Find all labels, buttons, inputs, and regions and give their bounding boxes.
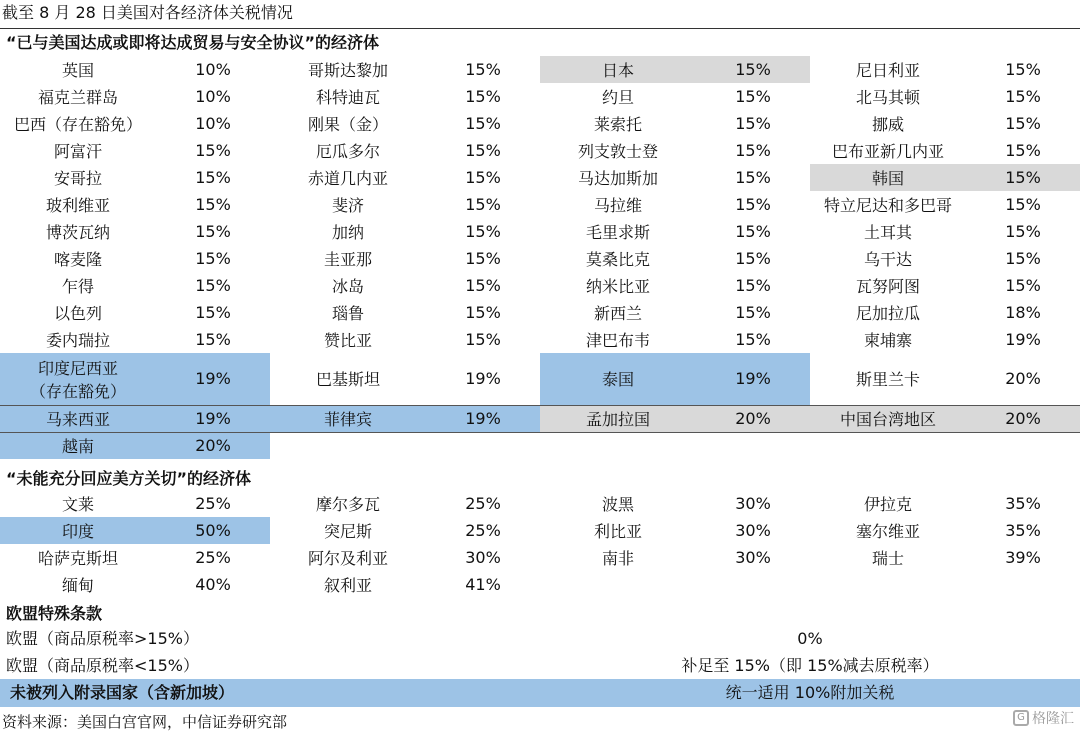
country-cell: 尼加拉瓜 (855, 304, 920, 323)
tariff-cell: 15% (735, 195, 771, 214)
tariff-cell (696, 571, 810, 598)
section3-heading: 欧盟特殊条款 (6, 604, 103, 623)
country-cell: 日本 (540, 56, 696, 83)
country-cell: 摩尔多瓦 (315, 495, 380, 514)
country-cell: 纳米比亚 (585, 277, 650, 296)
table-row (0, 110, 1080, 137)
tariff-cell: 15% (465, 114, 501, 133)
tariff-cell: 30% (465, 548, 501, 567)
table-row (0, 272, 1080, 299)
country-cell: 印度 (0, 517, 156, 544)
tariff-cell: 15% (1005, 222, 1041, 241)
country-cell (540, 571, 696, 598)
tariff-cell: 15% (1005, 60, 1041, 79)
country-cell: 特立尼达和多巴哥 (823, 196, 952, 215)
country-cell: 圭亚那 (323, 250, 372, 269)
tariff-cell: 50% (156, 517, 270, 544)
country-cell: 巴布亚新几内亚 (831, 142, 944, 161)
tariff-cell: 19% (1005, 330, 1041, 349)
unlisted-countries-row (0, 679, 1080, 707)
tariff-cell: 15% (1005, 114, 1041, 133)
table-row (0, 405, 1080, 432)
table-row (0, 137, 1080, 164)
country-cell: 赤道几内亚 (307, 169, 388, 188)
country-cell: 利比亚 (593, 522, 642, 541)
country-cell: 津巴布韦 (585, 331, 650, 350)
country-cell: 刚果（金） (307, 115, 388, 134)
eu-row-high (0, 625, 1080, 652)
tariff-cell: 15% (465, 168, 501, 187)
tariff-cell (426, 432, 540, 459)
tariff-cell: 35% (1005, 494, 1041, 513)
country-cell: 莫桑比克 (585, 250, 650, 269)
country-cell: 委内瑞拉 (45, 331, 110, 350)
tariff-cell: 30% (735, 494, 771, 513)
tariff-cell: 15% (195, 195, 231, 214)
tariff-cell: 15% (1005, 276, 1041, 295)
tariff-cell: 15% (465, 87, 501, 106)
eu-row-label: 欧盟（商品原税率>15%） (6, 629, 199, 648)
country-cell: 约旦 (601, 88, 634, 107)
country-cell: 北马其顿 (855, 88, 920, 107)
country-cell: 瓦努阿图 (855, 277, 920, 296)
unlisted-value: 统一适用 10%附加关税 (725, 683, 895, 702)
country-cell: 喀麦隆 (53, 250, 102, 269)
country-cell (810, 571, 966, 598)
country-cell: 巴基斯坦 (315, 370, 380, 390)
table-row (0, 432, 1080, 459)
country-cell: 玻利维亚 (45, 196, 110, 215)
country-cell: 塞尔维亚 (855, 522, 920, 541)
country-cell: 柬埔寨 (863, 331, 912, 350)
country-cell: 乍得 (61, 277, 94, 296)
tariff-cell: 15% (735, 276, 771, 295)
country-cell: 哥斯达黎加 (307, 61, 388, 80)
country-cell: 莱索托 (593, 115, 642, 134)
country-cell (810, 432, 966, 459)
country-cell: 瑞士 (871, 549, 904, 568)
tariff-cell: 20% (696, 405, 810, 432)
section1-table (0, 56, 1080, 459)
brand-logo-icon: G (1013, 710, 1029, 726)
section1-heading: “已与美国达成或即将达成贸易与安全协议”的经济体 (6, 33, 380, 52)
country-cell: 缅甸 (61, 576, 94, 595)
country-cell: 孟加拉国 (540, 405, 696, 432)
tariff-cell (696, 432, 810, 459)
tariff-cell: 15% (735, 87, 771, 106)
unlisted-label: 未被列入附录国家（含新加坡） (10, 683, 235, 702)
table-row (0, 299, 1080, 326)
tariff-cell: 10% (195, 60, 231, 79)
tariff-cell: 15% (1005, 141, 1041, 160)
table-row (0, 517, 1080, 544)
tariff-cell: 15% (195, 330, 231, 349)
table-row (0, 56, 1080, 83)
tariff-cell: 30% (735, 521, 771, 540)
country-cell: 列支敦士登 (577, 142, 658, 161)
country-cell: 福克兰群岛 (37, 88, 118, 107)
table-row (0, 571, 1080, 598)
country-cell: 巴西（存在豁免） (13, 115, 142, 134)
tariff-cell: 20% (1005, 369, 1041, 389)
country-cell: 文莱 (61, 495, 94, 514)
country-cell (270, 432, 426, 459)
country-cell: 瑙鲁 (331, 304, 364, 323)
tariff-cell: 15% (465, 330, 501, 349)
tariff-cell: 19% (156, 405, 270, 432)
country-cell: 越南 (0, 432, 156, 459)
country-cell: 泰国 (540, 353, 696, 405)
table-row (0, 164, 1080, 191)
country-cell: 阿尔及利亚 (307, 549, 388, 568)
tariff-cell: 15% (735, 168, 771, 187)
tariff-cell: 15% (966, 164, 1080, 191)
tariff-cell: 15% (195, 168, 231, 187)
country-cell: 南非 (601, 549, 634, 568)
title-divider (0, 28, 1080, 29)
country-cell: 博茨瓦纳 (45, 223, 110, 242)
country-cell: 韩国 (810, 164, 966, 191)
country-cell: 加纳 (331, 223, 364, 242)
country-cell: 新西兰 (593, 304, 642, 323)
tariff-cell: 20% (966, 405, 1080, 432)
eu-row-value: 补足至 15%（即 15%减去原税率） (681, 656, 939, 675)
tariff-cell: 15% (465, 249, 501, 268)
table-row (0, 83, 1080, 110)
country-cell: 毛里求斯 (585, 223, 650, 242)
tariff-cell: 15% (1005, 195, 1041, 214)
tariff-cell: 20% (156, 432, 270, 459)
tariff-cell: 39% (1005, 548, 1041, 567)
tariff-cell: 15% (465, 222, 501, 241)
country-cell: 厄瓜多尔 (315, 142, 380, 161)
tariff-cell: 15% (696, 56, 810, 83)
tariff-cell: 25% (465, 494, 501, 513)
tariff-cell: 15% (735, 303, 771, 322)
watermark (1013, 708, 1074, 728)
tariff-cell: 41% (465, 575, 501, 594)
country-cell: 波黑 (601, 495, 634, 514)
tariff-cell: 15% (465, 276, 501, 295)
tariff-cell: 15% (465, 141, 501, 160)
tariff-cell: 25% (465, 521, 501, 540)
country-cell: 突尼斯 (323, 522, 372, 541)
table-row (0, 245, 1080, 272)
table-row (0, 191, 1080, 218)
tariff-cell: 35% (1005, 521, 1041, 540)
table-row (0, 218, 1080, 245)
country-cell: 印度尼西亚 （存在豁免） (0, 353, 156, 405)
country-cell: 菲律宾 (270, 405, 426, 432)
country-cell: 阿富汗 (53, 142, 102, 161)
country-cell: 乌干达 (863, 250, 912, 269)
tariff-cell: 10% (195, 87, 231, 106)
table-row (0, 326, 1080, 353)
tariff-cell: 15% (195, 303, 231, 322)
country-cell: 中国台湾地区 (810, 405, 966, 432)
tariff-cell: 15% (735, 222, 771, 241)
table-row (0, 490, 1080, 517)
country-cell: 马来西亚 (0, 405, 156, 432)
tariff-cell: 18% (1005, 303, 1041, 322)
tariff-cell: 15% (465, 195, 501, 214)
tariff-cell: 40% (195, 575, 231, 594)
tariff-cell: 25% (195, 548, 231, 567)
tariff-cell: 15% (1005, 249, 1041, 268)
eu-row-label: 欧盟（商品原税率<15%） (6, 656, 199, 675)
section2-table (0, 490, 1080, 598)
country-cell: 叙利亚 (323, 576, 372, 595)
tariff-cell: 19% (426, 405, 540, 432)
country-cell: 挪威 (871, 115, 904, 134)
country-cell: 马拉维 (593, 196, 642, 215)
tariff-cell: 15% (465, 303, 501, 322)
tariff-cell: 30% (735, 548, 771, 567)
country-cell: 土耳其 (863, 223, 912, 242)
tariff-cell: 15% (195, 276, 231, 295)
tariff-cell: 15% (735, 330, 771, 349)
country-cell: 斐济 (331, 196, 364, 215)
page-title: 截至 8 月 28 日美国对各经济体关税情况 (2, 3, 293, 22)
country-cell: 安哥拉 (53, 169, 102, 188)
tariff-cell: 15% (195, 249, 231, 268)
source-note: 资料来源：美国白宫官网，中信证券研究部 (2, 713, 288, 731)
country-cell: 伊拉克 (863, 495, 912, 514)
section2-heading: “未能充分回应美方关切”的经济体 (6, 469, 252, 488)
tariff-cell: 15% (195, 141, 231, 160)
tariff-cell: 25% (195, 494, 231, 513)
table-row (0, 544, 1080, 571)
country-cell: 斯里兰卡 (855, 370, 920, 390)
tariff-cell: 15% (735, 114, 771, 133)
tariff-cell: 19% (156, 353, 270, 405)
country-cell: 尼日利亚 (855, 61, 920, 80)
table-row (0, 353, 1080, 405)
tariff-cell: 15% (735, 141, 771, 160)
country-cell: 哈萨克斯坦 (37, 549, 118, 568)
brand-name: 格隆汇 (1032, 711, 1074, 727)
country-cell: 马达加斯加 (577, 169, 658, 188)
tariff-cell: 10% (195, 114, 231, 133)
tariff-cell: 19% (465, 369, 501, 389)
tariff-cell: 15% (465, 60, 501, 79)
tariff-cell: 15% (195, 222, 231, 241)
eu-row-value: 0% (797, 629, 823, 648)
country-cell: 英国 (61, 61, 94, 80)
tariff-cell: 15% (735, 249, 771, 268)
country-cell: 以色列 (53, 304, 102, 323)
country-cell: 科特迪瓦 (315, 88, 380, 107)
country-cell: 冰岛 (331, 277, 364, 296)
tariff-cell: 19% (696, 353, 810, 405)
tariff-cell (966, 571, 1080, 598)
country-cell (540, 432, 696, 459)
eu-row-low (0, 652, 1080, 679)
tariff-cell (966, 432, 1080, 459)
country-cell: 赞比亚 (323, 331, 372, 350)
tariff-cell: 15% (1005, 87, 1041, 106)
